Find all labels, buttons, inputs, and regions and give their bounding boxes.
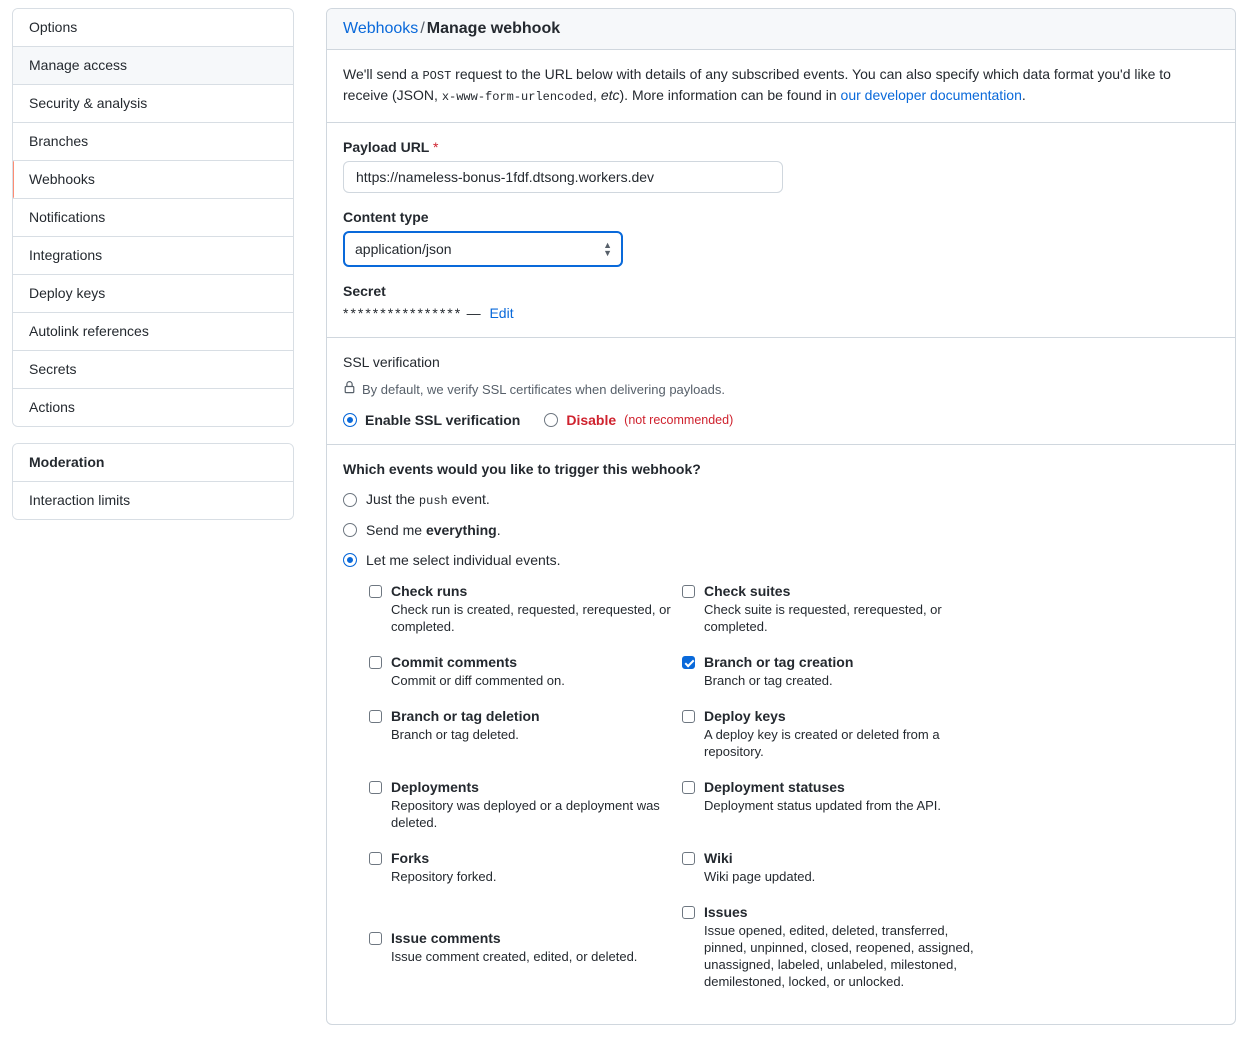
breadcrumb-link-webhooks[interactable]: Webhooks — [343, 20, 419, 37]
sidebar-item-security-analysis[interactable]: Security & analysis — [13, 85, 293, 123]
event-desc: Repository forked. — [391, 869, 497, 884]
content-type-select-wrap — [343, 231, 623, 267]
sidebar-item-webhooks[interactable]: Webhooks — [13, 161, 293, 199]
event-checkbox-commit-comments[interactable] — [369, 653, 682, 689]
event-checkbox-issues[interactable] — [682, 903, 995, 990]
event-name: Commit comments — [391, 654, 518, 670]
event-name: Wiki — [704, 850, 733, 866]
event-checkbox-deployments[interactable] — [369, 778, 682, 831]
event-checkbox-branch-or-tag-creation-input[interactable] — [682, 656, 695, 669]
event-name: Forks — [391, 850, 430, 866]
sidebar-group-header-moderation: Moderation — [13, 444, 293, 482]
event-desc: A deploy key is created or deleted from a repository. — [704, 727, 940, 759]
event-option-everything-radio[interactable] — [343, 523, 357, 537]
ssl-disable-option[interactable] — [544, 412, 733, 428]
event-checkbox-deployment-statuses-input[interactable] — [682, 781, 695, 794]
event-checkbox-branch-or-tag-deletion[interactable] — [369, 707, 682, 760]
event-checkbox-check-runs[interactable] — [369, 582, 682, 635]
events-question: Which events would you like to trigger this webhook? — [343, 461, 701, 477]
intro-code-post: POST — [422, 69, 452, 83]
sidebar-item-notifications[interactable]: Notifications — [13, 199, 293, 237]
sidebar-item-actions[interactable]: Actions — [13, 389, 293, 426]
sidebar-item-branches[interactable]: Branches — [13, 123, 293, 161]
intro-italic-etc: etc — [600, 87, 620, 103]
secret-value-row — [343, 305, 1219, 321]
secret-field — [343, 283, 1219, 321]
intro-part5: . — [1021, 87, 1026, 103]
payload-url-field — [343, 139, 1219, 193]
chevron-updown-icon: ▲ ▼ — [603, 240, 612, 258]
event-name: Deployments — [391, 779, 479, 795]
secret-masked-value: **************** — [343, 305, 463, 321]
event-name: Issue comments — [391, 930, 501, 946]
event-checkbox-wiki[interactable] — [682, 849, 995, 885]
event-checkbox-wiki-input[interactable] — [682, 852, 695, 865]
event-checkbox-deploy-keys[interactable] — [682, 707, 995, 760]
event-name: Branch or tag creation — [704, 654, 854, 670]
ssl-note — [343, 380, 1219, 398]
event-name: Branch or tag deletion — [391, 708, 540, 724]
sidebar-group-moderation — [12, 443, 294, 520]
lock-icon — [343, 380, 356, 398]
event-option-push-text: Just the push event. — [366, 491, 490, 508]
payload-url-label-text: Payload URL — [343, 139, 430, 155]
sidebar-item-integrations[interactable]: Integrations — [13, 237, 293, 275]
breadcrumb-separator: / — [420, 20, 425, 37]
breadcrumb-current: Manage webhook — [426, 20, 561, 37]
event-option-individual-radio[interactable] — [343, 553, 357, 567]
event-option-push[interactable] — [343, 491, 1219, 508]
event-checkbox-deployment-statuses[interactable] — [682, 778, 995, 831]
event-option-everything-text: Send me everything. — [366, 522, 501, 538]
sidebar-item-deploy-keys[interactable]: Deploy keys — [13, 275, 293, 313]
event-desc: Repository was deployed or a deployment was deleted. — [391, 798, 660, 830]
event-desc: Deployment status updated from the API. — [704, 798, 942, 813]
payload-url-input[interactable] — [343, 161, 783, 193]
ssl-disable-label: Disable — [566, 412, 617, 428]
events-section — [327, 445, 1235, 1024]
event-checkbox-deployments-input[interactable] — [369, 781, 382, 794]
sidebar-item-secrets[interactable]: Secrets — [13, 351, 293, 389]
intro-part2: request to the URL below with details of any subscribed events. You can also specify which data format you'd like to receive (JSON, — [343, 66, 1171, 103]
ssl-disable-suffix: (not recommended) — [624, 413, 734, 427]
event-desc: Wiki page updated. — [704, 869, 816, 884]
developer-documentation-link[interactable]: our developer documentation — [840, 87, 1022, 103]
event-name: Deploy keys — [704, 708, 786, 724]
event-desc: Check suite is requested, rerequested, or completed. — [704, 602, 942, 634]
webhook-settings-section — [327, 123, 1235, 338]
manage-webhook-panel — [326, 8, 1236, 1025]
content-type-label: Content type — [343, 209, 429, 225]
event-name: Issues — [704, 904, 748, 920]
payload-url-label — [343, 139, 1219, 155]
event-checkbox-check-suites[interactable] — [682, 582, 995, 635]
sidebar-item-options[interactable]: Options — [13, 9, 293, 47]
event-option-everything[interactable] — [343, 522, 1219, 538]
sidebar-item-interaction-limits[interactable]: Interaction limits — [13, 482, 293, 519]
event-checkbox-forks-input[interactable] — [369, 852, 382, 865]
ssl-verification-title: SSL verification — [343, 354, 440, 370]
intro-part1: We'll send a — [343, 66, 423, 82]
secret-dash: — — [466, 305, 482, 321]
event-name: Check runs — [391, 583, 468, 599]
settings-sidebar — [12, 8, 294, 520]
intro-part3: , — [593, 87, 601, 103]
event-checkbox-check-runs-input[interactable] — [369, 585, 382, 598]
ssl-note-text: By default, we verify SSL certificates when delivering payloads. — [362, 381, 725, 397]
ssl-verification-section — [327, 338, 1235, 445]
event-desc: Issue opened, edited, deleted, transferred, pinned, unpinned, closed, reopened, assigned, unassigned, labeled, unlabeled, milestoned, demilestoned, locked, or unlocked. — [704, 923, 974, 989]
ssl-disable-radio[interactable] — [544, 413, 558, 427]
sidebar-item-autolink-references[interactable]: Autolink references — [13, 313, 293, 351]
content-type-select[interactable] — [343, 231, 623, 267]
ssl-enable-option[interactable] — [343, 412, 520, 428]
individual-events-grid — [369, 582, 1219, 1008]
intro-part4: ). More information can be found in — [619, 87, 841, 103]
event-checkbox-commit-comments-input[interactable] — [369, 656, 382, 669]
event-checkbox-issues-input[interactable] — [682, 906, 695, 919]
event-desc: Commit or diff commented on. — [391, 673, 565, 688]
event-option-individual[interactable] — [343, 552, 1219, 568]
event-desc: Branch or tag created. — [704, 673, 833, 688]
sidebar-group-main — [12, 8, 294, 427]
event-option-individual-text: Let me select individual events. — [366, 552, 561, 568]
secret-edit-link[interactable]: Edit — [489, 305, 514, 321]
event-name: Check suites — [704, 583, 791, 599]
event-option-push-radio[interactable] — [343, 493, 357, 507]
breadcrumb — [327, 9, 1235, 50]
ssl-enable-radio[interactable] — [343, 413, 357, 427]
secret-label: Secret — [343, 283, 386, 299]
event-desc: Check run is created, requested, rerequested, or completed. — [391, 602, 671, 634]
event-checkbox-branch-or-tag-deletion-input[interactable] — [369, 710, 382, 723]
ssl-enable-label: Enable SSL verification — [365, 412, 521, 428]
sidebar-item-manage-access[interactable]: Manage access — [13, 47, 293, 85]
intro-text — [327, 50, 1235, 123]
content-type-field — [343, 209, 1219, 267]
intro-code-urlencoded: x-www-form-urlencoded — [441, 90, 594, 104]
event-checkbox-issue-comments-input[interactable] — [369, 932, 382, 945]
event-desc: Branch or tag deleted. — [391, 727, 519, 742]
event-checkbox-forks[interactable] — [369, 849, 682, 885]
event-checkbox-issue-comments[interactable] — [369, 929, 682, 990]
event-checkbox-check-suites-input[interactable] — [682, 585, 695, 598]
ssl-radio-group — [343, 412, 1219, 428]
event-desc: Issue comment created, edited, or deleted. — [391, 949, 638, 964]
payload-url-required-marker: * — [433, 139, 439, 155]
event-name: Deployment statuses — [704, 779, 845, 795]
event-checkbox-branch-or-tag-creation[interactable] — [682, 653, 995, 689]
event-checkbox-deploy-keys-input[interactable] — [682, 710, 695, 723]
